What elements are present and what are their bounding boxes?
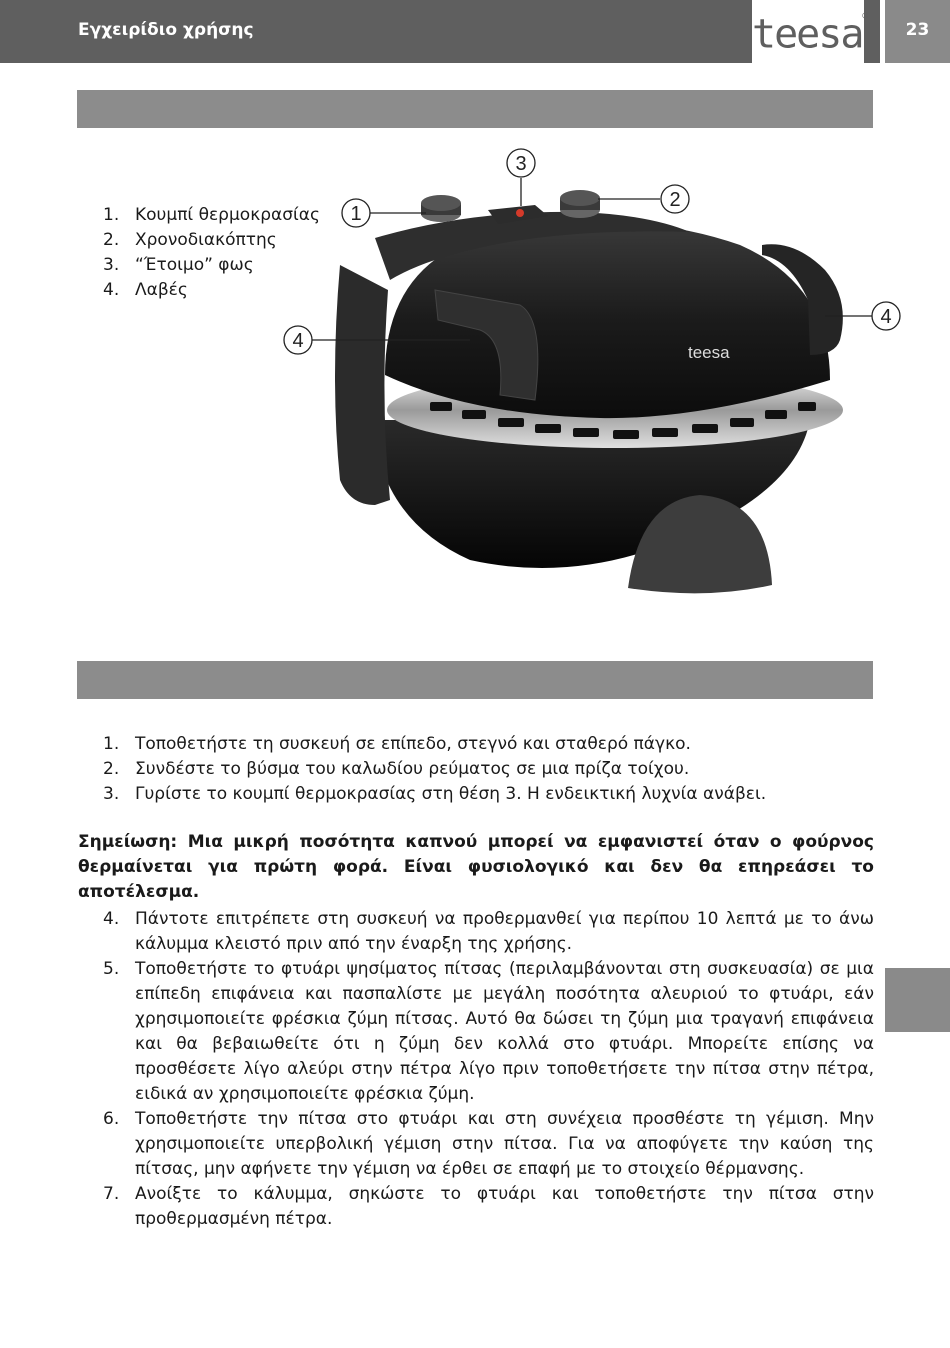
list-item: 2. Χρονοδιακόπτης <box>103 230 277 250</box>
list-item: 5. Τοποθετήστε το φτυάρι ψησίματος πίτσας (περιλαμβάνονται στη συσκευασία) σε μια επίπεδη επιφάνεια και πασπαλίστε με μεγάλη ποσότητα αλευριού το φτυάρι, εάν χρησιμοποιείτε φρέσκια ζύμη πίτσας. Αυτό θα δώσει τη ζύμη μια τραγανή επιφάνεια και θα βεβαιωθείτε ότι η ζύμη δεν κολλά στο φτυάρι. Μπορείτε επίσης να προσθέσετε λίγο αλεύρι στην πέτρα λίγο πριν τοποθετήσετε την πίτσα στην πέτρα, ειδικά αν χρησιμοποιείτε φρέσκια ζύμη. <box>103 959 874 1104</box>
manual-title: Εγχειρίδιο χρήσης <box>78 20 254 40</box>
handle-left-bracket <box>335 265 390 505</box>
list-item: 3. “Έτοιμο” φως <box>103 255 254 275</box>
callout-label-1: 1 <box>350 203 362 225</box>
callout-label-3: 3 <box>515 153 527 175</box>
list-item: 1. Τοποθετήστε τη συσκευή σε επίπεδο, στεγνό και σταθερό πάγκο. <box>103 734 691 754</box>
list-item: 4. Πάντοτε επιτρέπετε στη συσκευή να προθερμανθεί για περίπου 10 λεπτά με το άνω κάλυμμα κλειστό πριν από την έναρξη της χρήσης. <box>103 909 874 954</box>
side-tab <box>885 968 950 1032</box>
setup-steps-list <box>78 732 874 807</box>
callout-label-4-left: 4 <box>292 330 304 352</box>
list-item: 6. Τοποθετήστε την πίτσα στο φτυάρι και στη συνέχεια προσθέστε τη γέμιση. Μην χρησιμοποιείτε υπερβολική γέμιση στην πίτσα. Για να αποφύγετε την καύση της πίτσας, μην αφήνετε την γέμιση να έρθει σε επαφή με το στοιχείο θέρμανσης. <box>103 1109 874 1179</box>
registered-mark: ® <box>862 11 869 22</box>
brand-logo-text: teesa <box>752 11 863 58</box>
page-number: 23 <box>905 20 930 40</box>
list-item: 4. Λαβές <box>103 280 188 300</box>
callout-label-2: 2 <box>669 189 681 211</box>
pizza-oven-illustration <box>0 0 950 660</box>
device-logo: teesa <box>688 343 730 362</box>
note-paragraph: Σημείωση: Μια μικρή ποσότητα καπνού μπορεί να εμφανιστεί όταν ο φούρνος θερμαίνεται για πρώτη φορά. Είναι φυσιολογικό και δεν θα επηρεάσει το αποτέλεσμα. <box>78 832 874 902</box>
callout-label-4-right: 4 <box>880 306 892 328</box>
ready-light-indicator <box>516 209 524 217</box>
usage-steps-list <box>78 907 874 1232</box>
list-item: 2. Συνδέστε το βύσμα του καλωδίου ρεύματος σε μια πρίζα τοίχου. <box>103 759 690 779</box>
list-item: 1. Κουμπί θερμοκρασίας <box>103 205 320 225</box>
section-bar-usage <box>77 661 873 699</box>
list-item: 7. Ανοίξτε το κάλυμμα, σηκώστε το φτυάρι και τοποθετήστε την πίτσα στην προθερμασμένη πέτρα. <box>103 1184 874 1229</box>
list-item: 3. Γυρίστε το κουμπί θερμοκρασίας στη θέση 3. Η ενδεικτική λυχνία ανάβει. <box>103 784 767 804</box>
